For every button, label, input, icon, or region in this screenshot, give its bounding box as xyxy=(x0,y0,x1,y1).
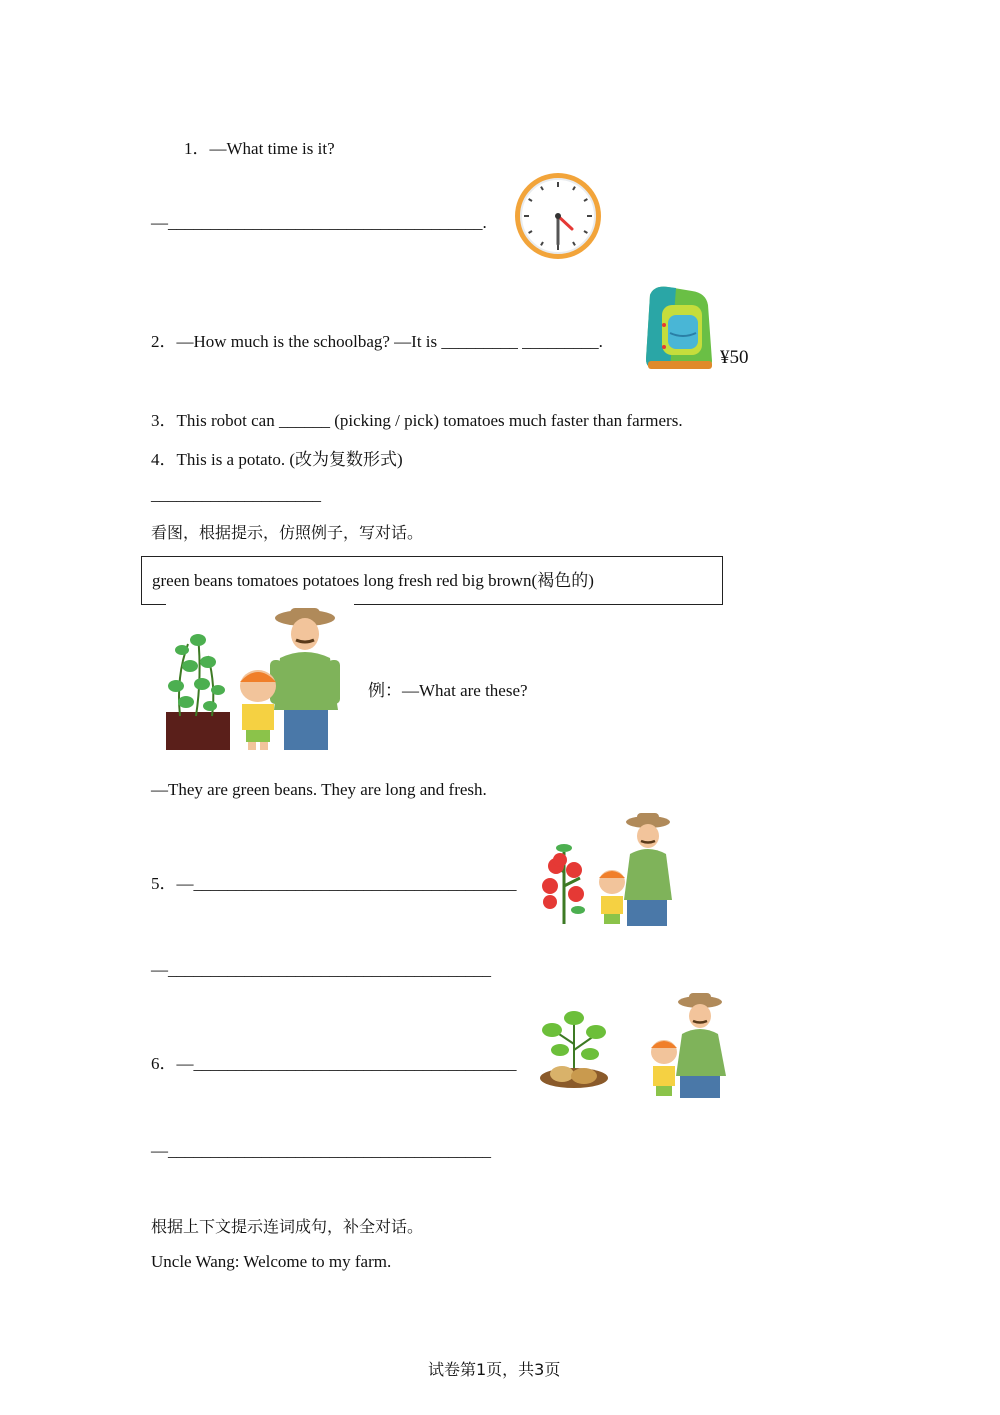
green-beans-farm-illustration xyxy=(162,606,357,752)
dialogue-line-1: Uncle Wang: Welcome to my farm. xyxy=(151,1252,392,1271)
q4-sentence: 4．This is a potato. (改为复数形式) xyxy=(151,450,403,469)
boy-and-farmer-illustration xyxy=(644,992,736,1100)
clock-icon xyxy=(512,172,604,260)
example-answer: —They are green beans. They are long and fresh. xyxy=(151,780,487,799)
q3-sentence[interactable]: 3．This robot can ______ (picking / pick) tomatoes much faster than farmers. xyxy=(151,411,683,430)
potatoes-plant-illustration xyxy=(538,1004,612,1092)
word-bank-text: green beans tomatoes potatoes long fresh red big brown(褐色的) xyxy=(152,571,594,590)
q5-question-line[interactable]: 5．—______________________________________ xyxy=(151,874,517,893)
section3-instruction: 根据上下文提示连词成句，补全对话。 xyxy=(151,1217,424,1236)
schoolbag-icon xyxy=(640,285,716,371)
page-footer: 试卷第1页，共3页 xyxy=(428,1360,561,1379)
word-bank-box xyxy=(141,556,723,605)
q6-question-line[interactable]: 6．—______________________________________ xyxy=(151,1054,517,1073)
q2-prompt[interactable]: 2．—How much is the schoolbag? —It is _________ _________. xyxy=(151,332,603,351)
q2-price: ¥50 xyxy=(720,347,749,368)
q6-answer-line[interactable]: —______________________________________ xyxy=(151,1141,491,1160)
example-question: 例：—What are these? xyxy=(368,681,528,700)
q5-answer-line[interactable]: —______________________________________ xyxy=(151,960,491,979)
q4-answer-line[interactable]: ____________________ xyxy=(151,485,321,504)
q1-prompt: 1．—What time is it? xyxy=(184,139,335,158)
section2-instruction: 看图，根据提示，仿照例子，写对话。 xyxy=(151,523,424,542)
tomatoes-farm-illustration xyxy=(538,812,690,928)
q1-answer-line[interactable]: —_____________________________________. xyxy=(151,213,487,232)
